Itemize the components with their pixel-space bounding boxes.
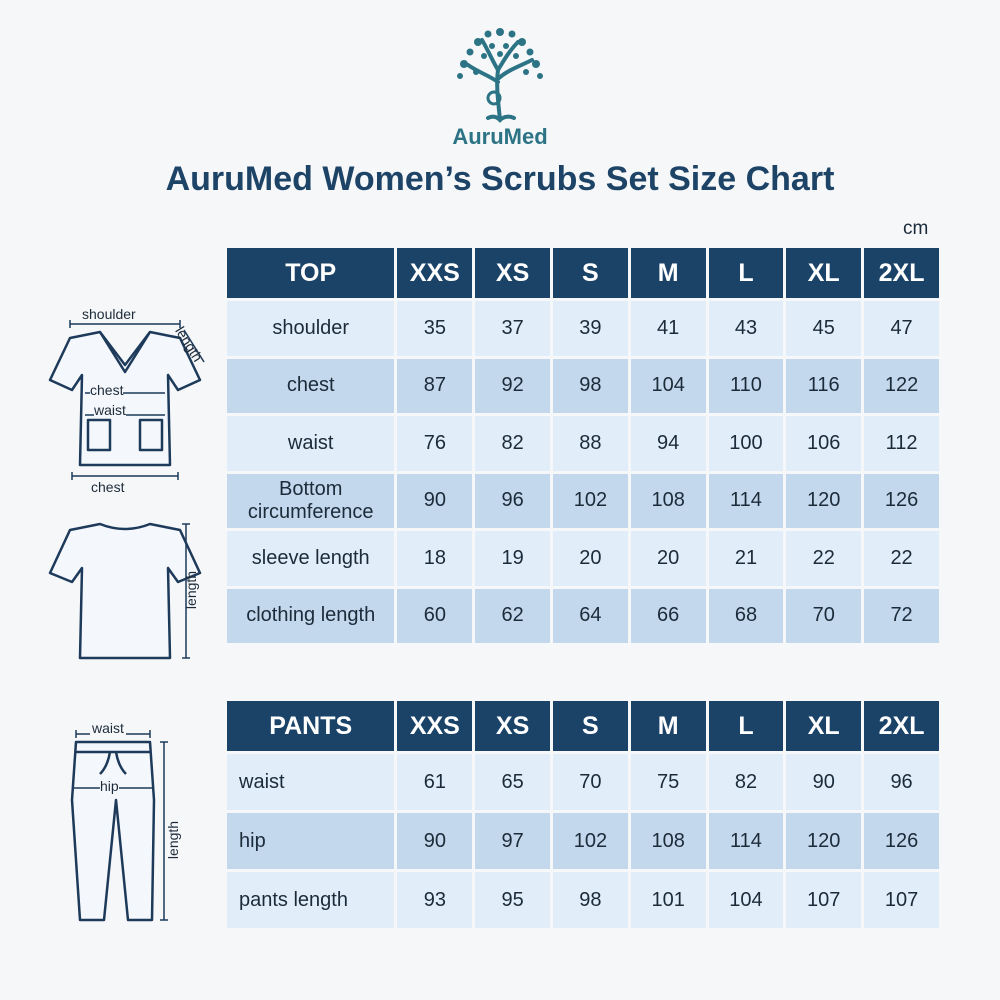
table-cell: 126: [864, 474, 939, 529]
top-size-table: [224, 245, 942, 646]
waist-label: waist: [94, 402, 126, 418]
table-cell: 45: [786, 301, 861, 356]
row-label: shoulder: [227, 301, 394, 356]
table-cell: 20: [553, 531, 628, 586]
table-cell: 96: [475, 474, 550, 529]
header-cell: 2XL: [864, 701, 939, 751]
waist-label: waist: [92, 720, 124, 736]
row-label: sleeve length: [227, 531, 394, 586]
table-cell: 76: [397, 416, 472, 471]
tree-logo-icon: [448, 20, 552, 128]
table-cell: 97: [475, 813, 550, 869]
table-header-row: [227, 701, 939, 751]
row-label: hip: [227, 813, 394, 869]
table-cell: 93: [397, 872, 472, 928]
table-row: [227, 754, 939, 810]
table-cell: 90: [397, 474, 472, 529]
table-cell: 120: [786, 813, 861, 869]
table-cell: 82: [475, 416, 550, 471]
table-cell: 70: [553, 754, 628, 810]
length-label: length: [172, 323, 206, 365]
table-cell: 110: [709, 359, 784, 414]
table-cell: 60: [397, 589, 472, 644]
table-cell: 68: [709, 589, 784, 644]
shoulder-label: shoulder: [82, 306, 136, 322]
header-cell: L: [709, 248, 784, 298]
table-cell: 102: [553, 813, 628, 869]
brand-name: AuruMed: [452, 124, 548, 149]
table-cell: 18: [397, 531, 472, 586]
unit-label: cm: [903, 218, 929, 239]
header-cell: S: [553, 701, 628, 751]
table-cell: 65: [475, 754, 550, 810]
table-row: [227, 359, 939, 414]
table-row: [227, 813, 939, 869]
table-cell: 104: [631, 359, 706, 414]
table-cell: 101: [631, 872, 706, 928]
table-cell: 75: [631, 754, 706, 810]
table-cell: 22: [864, 531, 939, 586]
table-cell: 92: [475, 359, 550, 414]
table-cell: 82: [709, 754, 784, 810]
table-cell: 21: [709, 531, 784, 586]
table-cell: 116: [786, 359, 861, 414]
table-cell: 94: [631, 416, 706, 471]
header-cell: XS: [475, 701, 550, 751]
table-cell: 90: [397, 813, 472, 869]
table-cell: 120: [786, 474, 861, 529]
row-label: Bottom circumference: [227, 474, 394, 529]
header-cell: M: [631, 248, 706, 298]
table-cell: 41: [631, 301, 706, 356]
header-cell: 2XL: [864, 248, 939, 298]
table-cell: 61: [397, 754, 472, 810]
table-cell: 35: [397, 301, 472, 356]
table-cell: 126: [864, 813, 939, 869]
table-cell: 95: [475, 872, 550, 928]
hip-label: hip: [100, 778, 119, 794]
header-cell: PANTS: [227, 701, 394, 751]
table-cell: 70: [786, 589, 861, 644]
header-cell: XXS: [397, 248, 472, 298]
table-cell: 37: [475, 301, 550, 356]
header-cell: M: [631, 701, 706, 751]
table-cell: 96: [864, 754, 939, 810]
row-label: chest: [227, 359, 394, 414]
table-cell: 98: [553, 872, 628, 928]
chest-label: chest: [90, 382, 124, 398]
header-cell: XS: [475, 248, 550, 298]
bottom-label: chest: [91, 479, 125, 495]
table-cell: 102: [553, 474, 628, 529]
table-row: [227, 301, 939, 356]
row-label: pants length: [227, 872, 394, 928]
table-cell: 107: [864, 872, 939, 928]
length-label: length: [183, 570, 200, 610]
table-cell: 107: [786, 872, 861, 928]
table-row: [227, 531, 939, 586]
table-cell: 108: [631, 474, 706, 529]
table-row: [227, 474, 939, 529]
table-cell: 20: [631, 531, 706, 586]
table-cell: 112: [864, 416, 939, 471]
table-cell: 122: [864, 359, 939, 414]
table-cell: 108: [631, 813, 706, 869]
table-cell: 39: [553, 301, 628, 356]
table-row: [227, 416, 939, 471]
table-cell: 22: [786, 531, 861, 586]
table-cell: 114: [709, 813, 784, 869]
table-cell: 106: [786, 416, 861, 471]
table-cell: 104: [709, 872, 784, 928]
table-cell: 100: [709, 416, 784, 471]
row-label: waist: [227, 754, 394, 810]
table-cell: 114: [709, 474, 784, 529]
header-cell: TOP: [227, 248, 394, 298]
header-cell: XL: [786, 701, 861, 751]
table-cell: 66: [631, 589, 706, 644]
table-cell: 87: [397, 359, 472, 414]
table-cell: 62: [475, 589, 550, 644]
scrub-top-back-figure: [40, 518, 210, 663]
scrub-top-front-figure: [40, 306, 210, 495]
table-cell: 43: [709, 301, 784, 356]
length-label: length: [165, 820, 182, 860]
pants-size-table: [224, 698, 942, 931]
table-cell: 47: [864, 301, 939, 356]
table-cell: 64: [553, 589, 628, 644]
table-row: [227, 589, 939, 644]
row-label: waist: [227, 416, 394, 471]
table-cell: 88: [553, 416, 628, 471]
table-header-row: [227, 248, 939, 298]
header-cell: S: [553, 248, 628, 298]
scrub-pants-figure: [60, 720, 200, 940]
table-cell: 72: [864, 589, 939, 644]
table-row: [227, 872, 939, 928]
table-cell: 98: [553, 359, 628, 414]
table-cell: 90: [786, 754, 861, 810]
header-cell: XXS: [397, 701, 472, 751]
table-cell: 19: [475, 531, 550, 586]
header-cell: L: [709, 701, 784, 751]
header-cell: XL: [786, 248, 861, 298]
page-title: AuruMed Women’s Scrubs Set Size Chart: [165, 160, 835, 198]
row-label: clothing length: [227, 589, 394, 644]
